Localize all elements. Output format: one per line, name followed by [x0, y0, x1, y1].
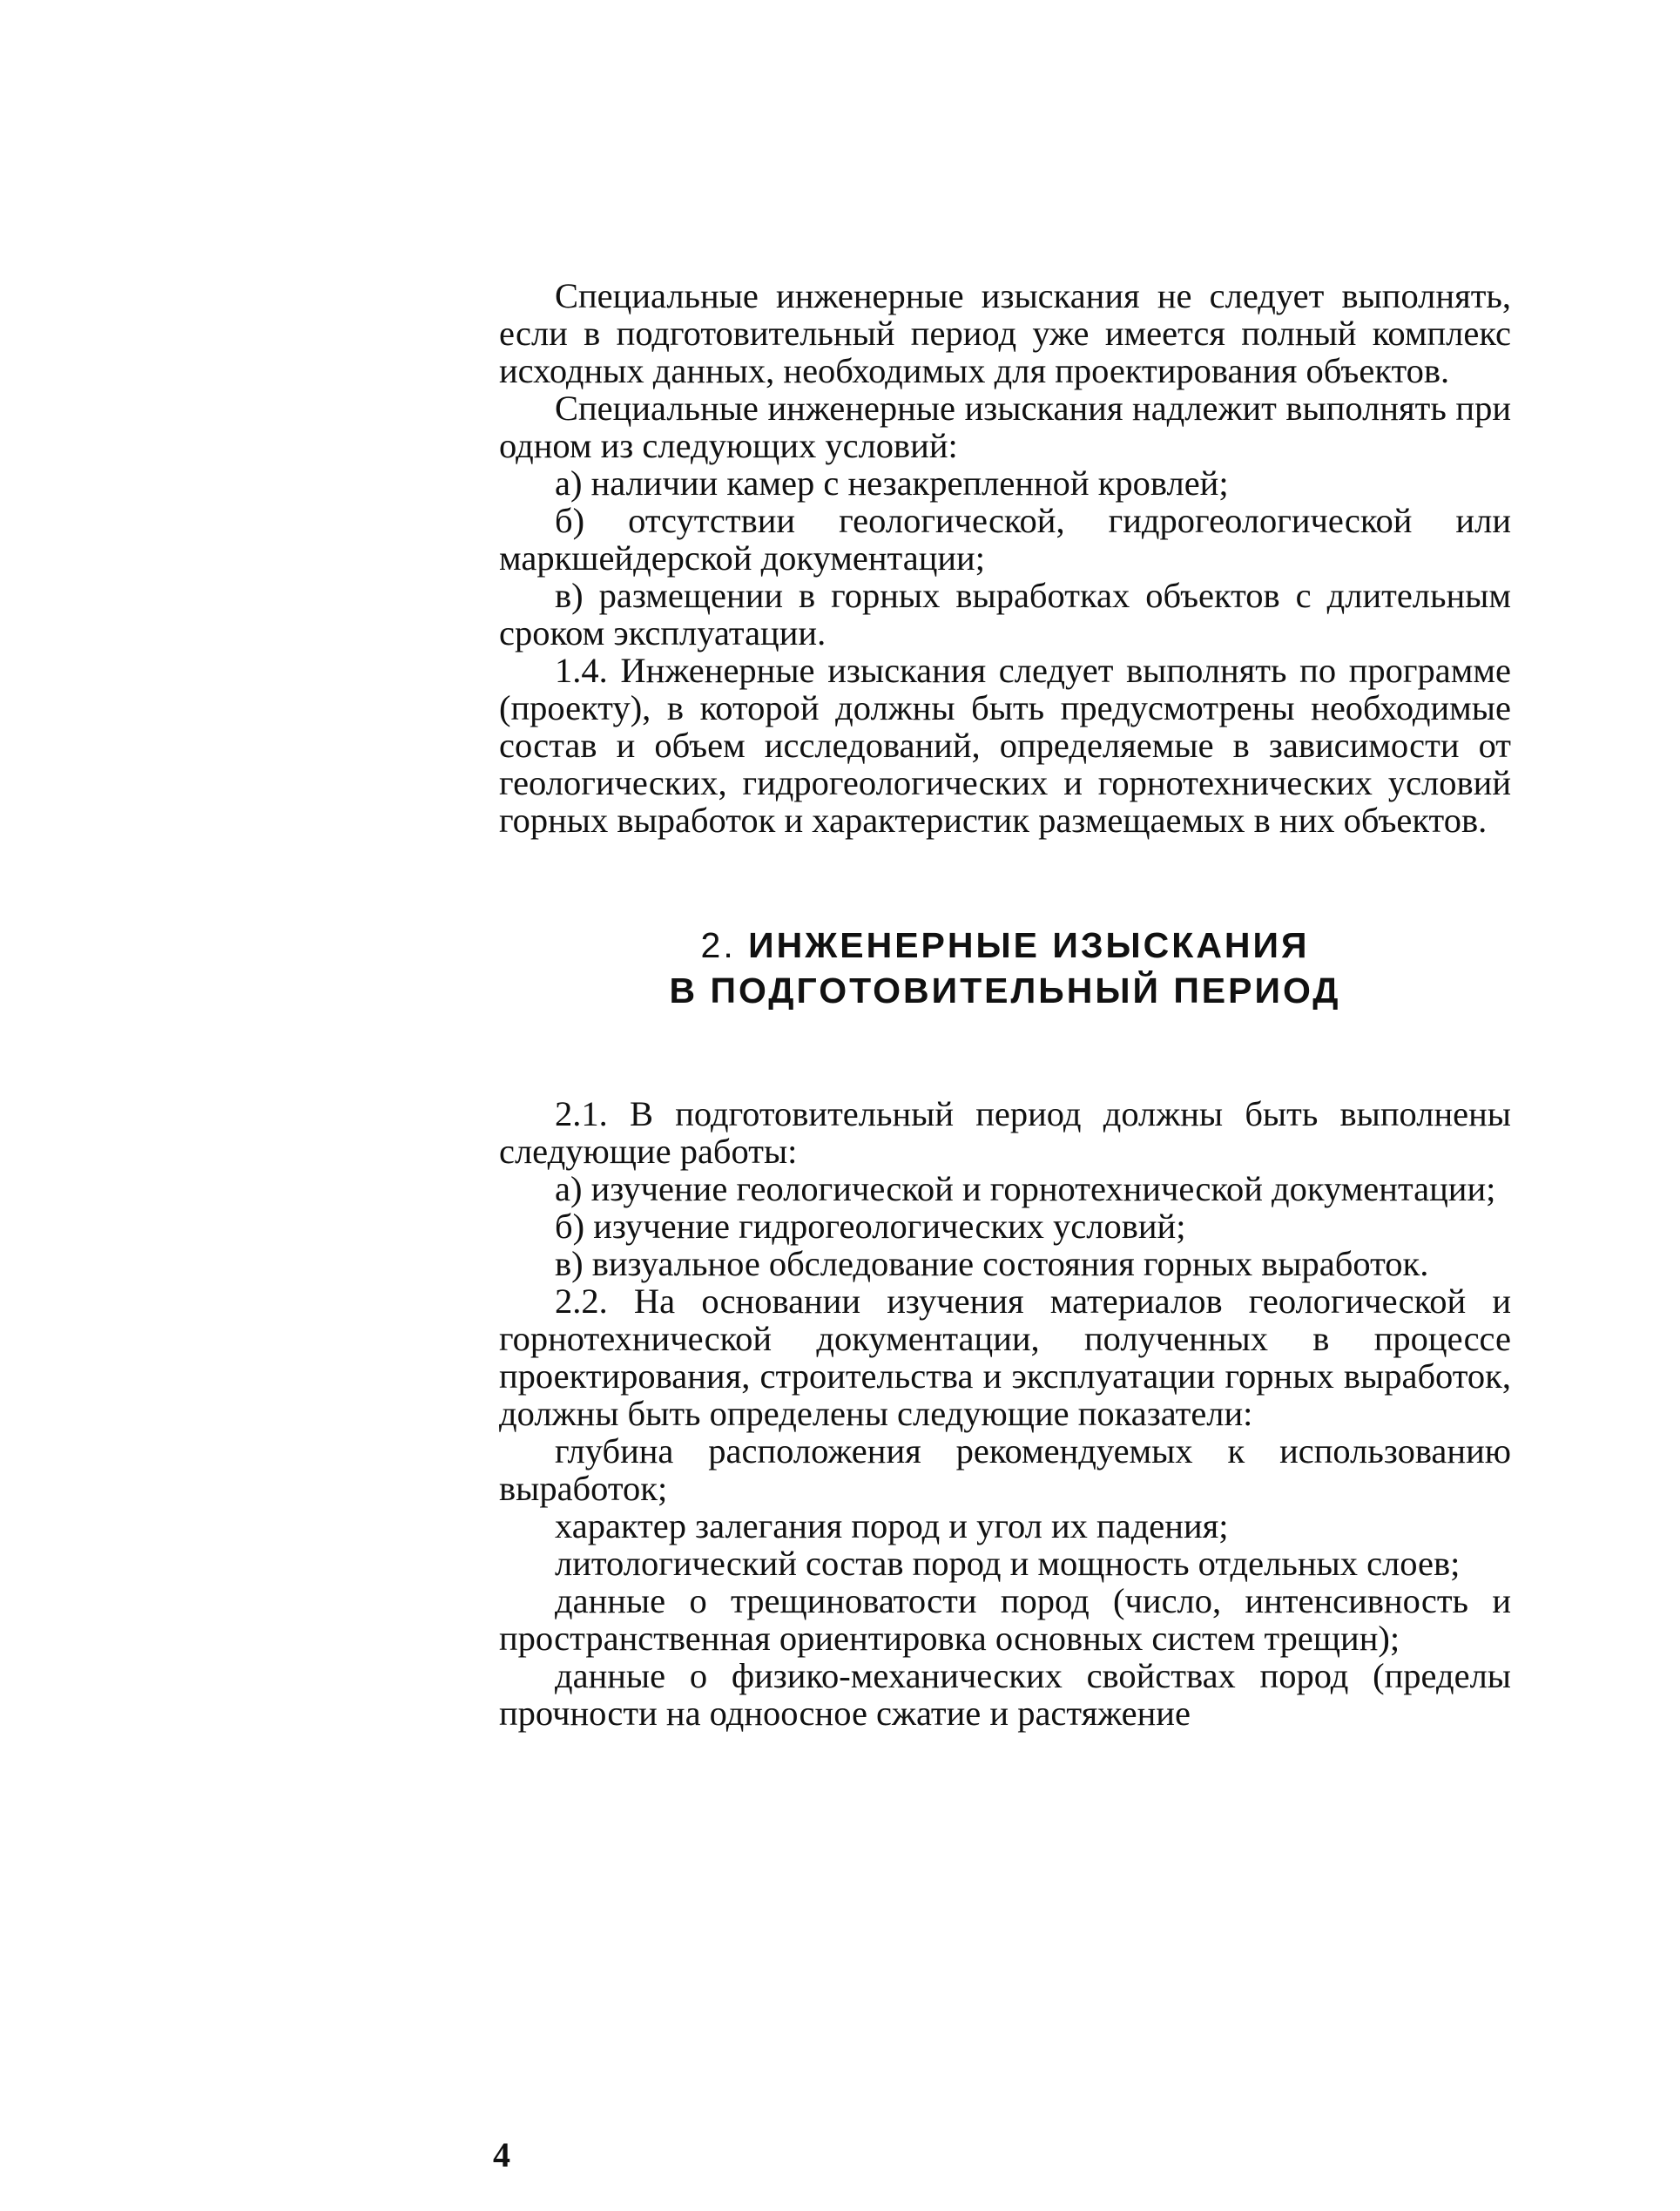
list-item: данные о физико-механических свойствах пород (пределы прочности на одноосное сжатие и растяжение	[499, 1656, 1511, 1733]
paragraph-1-4: 1.4. Инженерные изыскания следует выполнять по программе (проекту), в которой должны быть предусмотрены необходимые состав и объем исследований, определяемые в зависимости от геологических, гидрогеологических и горнотехнических условий горных выработок и характеристик размещаемых в них объектов.	[499, 651, 1511, 840]
section-heading-line2: В ПОДГОТОВИТЕЛЬНЫЙ ПЕРИОД	[669, 970, 1341, 1011]
page-number: 4	[493, 2135, 510, 2174]
page-body	[499, 277, 1511, 1732]
list-item: б) изучение гидрогеологических условий;	[555, 1207, 1186, 1246]
paragraph-special-surveys-not-needed: Специальные инженерные изыскания не следует выполнять, если в подготовительный период уже имеется полный комплекс исходных данных, необходимых для проектирования объектов.	[499, 276, 1511, 390]
list-item: б) отсутствии геологической, гидрогеологической или маркшейдерской документации;	[499, 501, 1511, 578]
list-item: в) визуальное обследование состояния горных выработок.	[555, 1244, 1429, 1283]
paragraph-special-surveys-conditions: Специальные инженерные изыскания надлежит выполнять при одном из следующих условий:	[499, 389, 1511, 465]
section-title-part1: ИНЖЕНЕРНЫЕ ИЗЫСКАНИЯ	[748, 925, 1310, 965]
list-item: в) размещении в горных выработках объектов с длительным сроком эксплуатации.	[499, 576, 1511, 652]
paragraph-2-1: 2.1. В подготовительный период должны быть выполнены следующие работы:	[499, 1094, 1511, 1171]
list-item: литологический состав пород и мощность отдельных слоев;	[555, 1544, 1461, 1583]
section-heading	[499, 923, 1511, 1013]
list-item: характер залегания пород и угол их падения;	[555, 1506, 1229, 1545]
section-heading-line1	[499, 923, 1511, 968]
section-number: 2.	[700, 925, 736, 965]
list-item: а) изучение геологической и горнотехнической документации;	[555, 1169, 1496, 1208]
list-item: а) наличии камер с незакрепленной кровлей;	[555, 463, 1229, 503]
list-item: глубина расположения рекомендуемых к использованию выработок;	[499, 1431, 1511, 1508]
paragraph-2-2: 2.2. На основании изучения материалов геологической и горнотехнической документации, полученных в процессе проектирования, строительства и эксплуатации горных выработок, должны быть определены следующие показатели:	[499, 1281, 1511, 1433]
list-item: данные о трещиноватости пород (число, интенсивность и пространственная ориентировка основных систем трещин);	[499, 1581, 1511, 1658]
